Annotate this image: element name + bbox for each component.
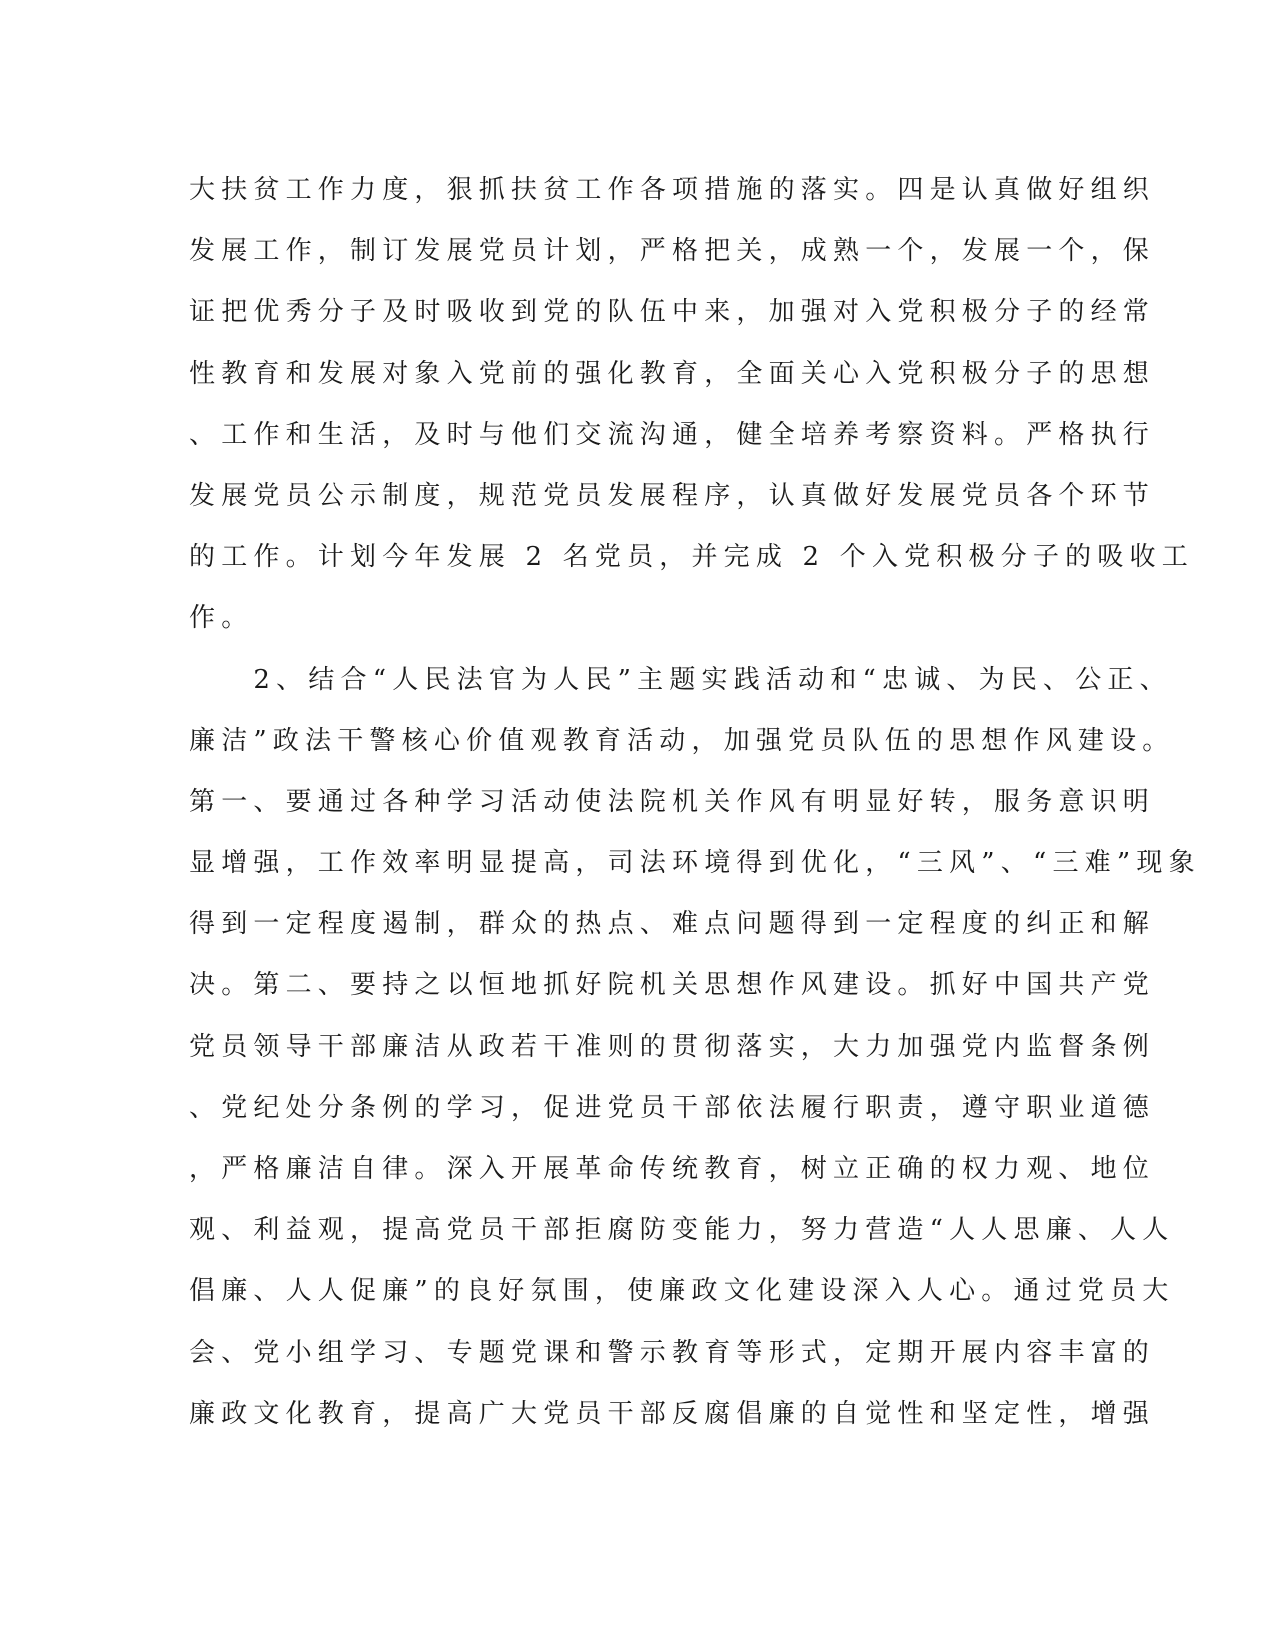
text-line: 第一、要通过各种学习活动使法院机关作风有明显好转，服务意识明 (189, 786, 1156, 817)
text-line: 大扶贫工作力度，狠抓扶贫工作各项措施的落实。四是认真做好组织 (189, 175, 1156, 205)
text-line: 决。第二、要持之以恒地抓好院机关思想作风建设。抓好中国共产党 (189, 970, 1156, 1001)
text-line: 倡廉、人人促廉”的良好氛围，使廉政文化建设深入人心。通过党员大 (189, 1276, 1175, 1307)
text-line: 会、党小组学习、专题党课和警示教育等形式，定期开展内容丰富的 (189, 1337, 1156, 1368)
text-line: 发展工作，制订发展党员计划，严格把关，成熟一个，发展一个，保 (189, 236, 1156, 267)
text-line: 发展党员公示制度，规范党员发展程序，认真做好发展党员各个环节 (189, 480, 1156, 511)
text-line: 廉洁”政法干警核心价值观教育活动，加强党员队伍的思想作风建设。 (189, 725, 1175, 756)
text-line: 得到一定程度遏制，群众的热点、难点问题得到一定程度的纠正和解 (189, 909, 1156, 940)
text-line: 观、利益观，提高党员干部拒腐防变能力，努力营造“人人思廉、人人 (189, 1215, 1175, 1246)
text-line: 作。 (189, 603, 254, 634)
text-line: 、工作和生活，及时与他们交流沟通，健全培养考察资料。严格执行 (189, 419, 1156, 450)
text-line: 显增强，工作效率明显提高，司法环境得到优化，“三风”、“三难”现象 (189, 848, 1201, 879)
text-line: 性教育和发展对象入党前的强化教育，全面关心入党积极分子的思想 (189, 358, 1156, 389)
text-line: 2、结合“人民法官为人民”主题实践活动和“忠诚、为民、公正、 (189, 664, 1172, 695)
text-line: 、党纪处分条例的学习，促进党员干部依法履行职责，遵守职业道德 (189, 1092, 1156, 1123)
text-line: ，严格廉洁自律。深入开展革命传统教育，树立正确的权力观、地位 (189, 1154, 1156, 1184)
text-line: 党员领导干部廉洁从政若干准则的贯彻落实，大力加强党内监督条例 (189, 1031, 1156, 1062)
text-line: 证把优秀分子及时吸收到党的队伍中来，加强对入党积极分子的经常 (189, 297, 1156, 328)
text-line: 的工作。计划今年发展 2 名党员，并完成 2 个入党积极分子的吸收工 (189, 542, 1194, 573)
text-line: 廉政文化教育，提高广大党员干部反腐倡廉的自觉性和坚定性，增强 (189, 1398, 1156, 1429)
body-text (189, 160, 1201, 1445)
